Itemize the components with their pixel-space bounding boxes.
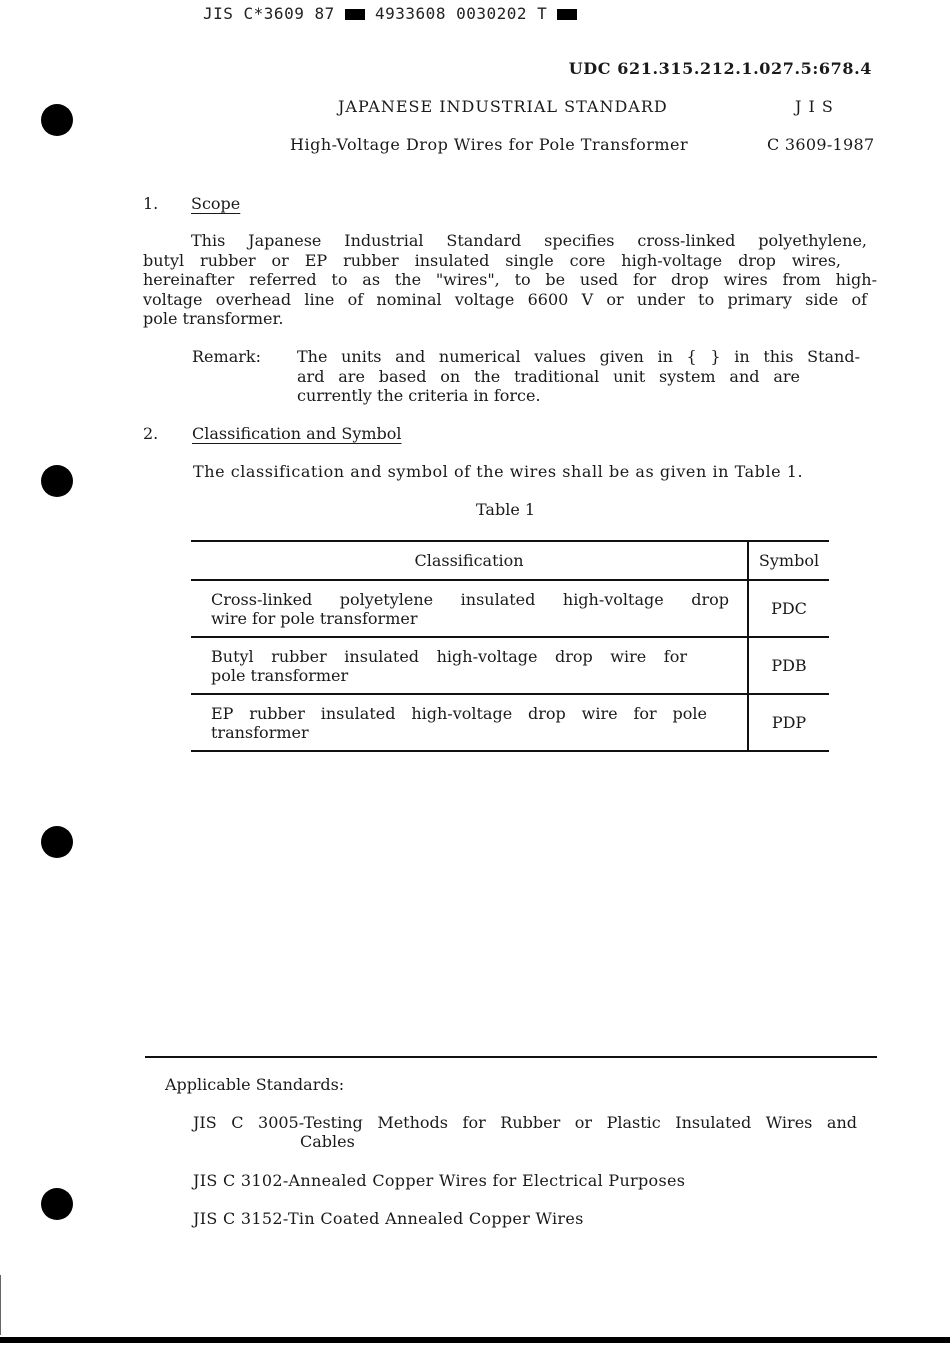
punch-hole [41,1188,73,1220]
jis-mark: J I S [795,97,834,116]
barcode-block-icon [345,9,365,20]
scan-header-code [203,4,577,23]
classification-line: pole transformer [211,665,349,685]
header-classification: Classification [191,541,748,580]
classification-paragraph: The classification and symbol of the wires shall be as given in Table 1. [193,462,804,481]
classification-line: wire for pole transformer [211,608,418,628]
punch-hole [41,465,73,497]
scope-line: pole transformer. [143,309,284,328]
standard-ref [193,1113,857,1151]
footnote-divider [145,1056,877,1058]
standard-title: JAPANESE INDUSTRIAL STANDARD [338,97,668,116]
punch-hole [41,826,73,858]
barcode-block-icon [557,9,577,20]
classification-line: Butyl rubber insulated high-voltage drop wire for [211,646,687,666]
remark-line: ard are based on the traditional unit system and are [297,366,800,386]
symbol-cell: PDB [771,656,807,675]
classification-table [191,540,829,752]
symbol-cell: PDP [771,713,807,732]
table-row [191,637,829,694]
udc-number: UDC 621.315.212.1.027.5:678.4 [568,59,872,78]
scope-paragraph [143,231,877,329]
header-prefix: JIS C*3609 87 [203,4,335,23]
punch-hole [41,104,73,136]
classification-line: EP rubber insulated high-voltage drop wire for pole [211,703,707,723]
header-code: 4933608 0030202 T [375,4,548,23]
table-row [191,580,829,637]
table-row [191,694,829,751]
table-caption: Table 1 [476,500,536,519]
classification-line: transformer [211,722,309,742]
section-1-number: 1. [143,194,159,213]
scope-line: This Japanese Industrial Standard specifies cross-linked polyethylene, [191,231,867,250]
standard-ref-line: Cables [300,1132,355,1151]
document-number: C 3609-1987 [767,135,875,154]
standard-ref: JIS C 3152-Tin Coated Annealed Copper Wires [193,1209,584,1228]
scope-line: hereinafter referred to as the "wires", to be used for drop wires from high- [143,270,877,289]
classification-cell [191,637,748,694]
classification-cell [191,580,748,637]
classification-cell [191,694,748,751]
applicable-standards-heading: Applicable Standards: [165,1075,345,1094]
classification-line: Cross-linked polyetylene insulated high-voltage drop [211,589,729,609]
remark-line: currently the criteria in force. [297,386,541,405]
header-symbol: Symbol [758,551,820,570]
section-1-title: Scope [191,194,241,213]
standard-ref: JIS C 3102-Annealed Copper Wires for Electrical Purposes [193,1171,686,1190]
document-title: High-Voltage Drop Wires for Pole Transformer [290,135,689,154]
remark-label: Remark: [192,347,261,366]
scope-line: voltage overhead line of nominal voltage 6600 V or under to primary side of [143,289,867,309]
scan-bottom-edge [0,1337,950,1343]
section-2-title: Classification and Symbol [192,424,402,443]
section-2-number: 2. [143,424,159,443]
remark-text [297,347,860,406]
standard-ref-line: JIS C 3005-Testing Methods for Rubber or Plastic Insulated Wires and [193,1113,857,1132]
remark-line: The units and numerical values given in { } in this Stand- [297,347,860,366]
symbol-cell: PDC [771,599,807,618]
scan-left-edge [0,1275,1,1335]
table-header-row [191,541,829,580]
scope-line: butyl rubber or EP rubber insulated single core high-voltage drop wires, [143,250,841,270]
